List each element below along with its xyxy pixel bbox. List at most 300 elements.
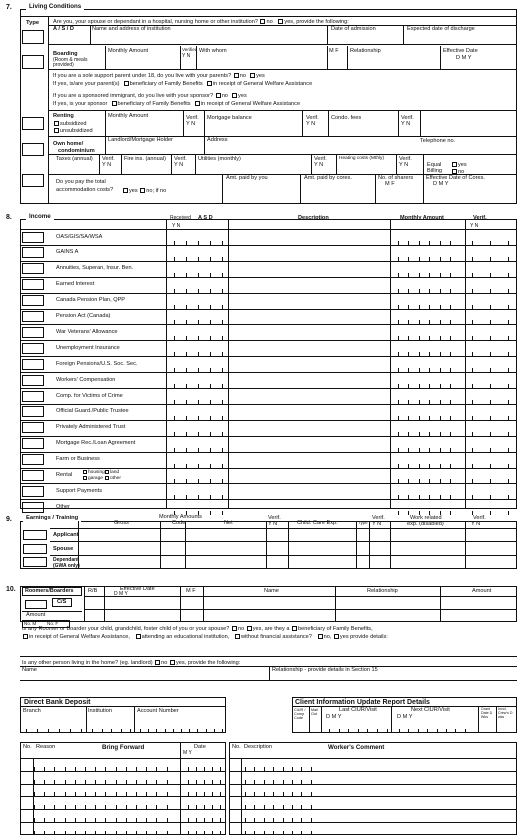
roomer-name-label: Name [264,588,279,594]
digit-tick [339,729,340,733]
boarding-effective-date-label: Effective Date [443,48,478,54]
digit-tick [465,729,466,733]
digit-tick [329,729,330,733]
asd-label: A / S / D [53,26,74,32]
boarding-verified-label: Verified [182,47,198,52]
bring-forward-title: Bring Forward [102,744,145,751]
last-dmy-label: D M Y [326,714,342,720]
ciu-title: Client Information Update Report Details [295,699,430,706]
mortgage-yn-label: Y N [306,121,316,127]
amt-cores-label: Amt. paid by cores. [304,175,352,181]
fire-verif-label: Verif. [174,156,187,162]
digit-tick [367,729,368,733]
roomer-details-checkbox[interactable] [334,634,339,639]
renting-verif-label: Verif. [186,115,199,121]
digit-tick [102,729,103,733]
billing-label: Billing [427,168,442,174]
billing-no-label: no [458,169,465,175]
digit-tick [130,729,131,733]
spon-yes-checkbox[interactable] [232,93,237,98]
telephone-label: Telephone no. [420,138,456,144]
bring-reason-label: Reason [36,744,56,750]
spon-fb-checkbox[interactable] [112,101,117,106]
boarding-note-1: (Room & meals [53,57,88,63]
digit-tick [188,831,189,835]
digit-tick [95,831,96,835]
rental-checkbox[interactable] [83,476,87,480]
income-type-box[interactable] [22,470,44,481]
comment-desc-label: Description [244,744,272,750]
section-10-title: Roomers/Boarders [25,588,74,594]
digit-tick [418,729,419,733]
roomer-relationship-label: Relationship [367,588,398,594]
boarding-label: Boarding [53,51,78,57]
heating-verif-label: Verif. [399,156,412,162]
work-related-label: Work related [410,515,442,521]
code-label: Code [172,520,186,526]
income-type-box[interactable] [22,375,44,386]
mortgage-verif-label: Verif. [306,115,319,121]
gwa-only-label: (GWA only) [53,563,80,569]
income-type-box[interactable] [22,486,44,497]
digit-tick [156,729,157,733]
next-dmy-label: D M Y [397,714,413,720]
parent-gwa-checkbox[interactable] [207,81,212,86]
roomer-gwa-label: in receipt of General Welfare Assistance, [29,634,130,640]
roomer-fb-checkbox[interactable] [292,626,297,631]
condominium-label: condominium [58,148,95,154]
digit-tick [48,729,49,733]
eff-cores-dmy-label: D M Y [433,181,449,187]
digit-tick [181,729,182,733]
row-divider [20,452,517,453]
boarding-relationship-label: Relationship [350,48,381,54]
roomer-yes-checkbox[interactable] [247,626,252,631]
digit-tick [126,831,127,835]
digit-tick [348,729,349,733]
sole-no-label: no [239,73,246,79]
next-ciur-label: Next CIUR/Visit [411,707,450,713]
parent-fb-checkbox[interactable] [124,81,129,86]
digit-tick [173,729,174,733]
mail-out-label: Mail Out [311,708,318,717]
digit-tick [85,831,86,835]
digit-tick [437,729,438,733]
account-label: Account Number [137,708,179,714]
section-7-title: Living Conditions [26,4,84,10]
digit-tick [111,729,112,733]
bring-no-divider [33,784,34,797]
row-divider [20,293,517,294]
landlord-label: Landlord/Mortgage Holder [108,137,173,143]
institution-no-label: no [266,19,273,25]
digit-tick [197,729,198,733]
income-source-label: Foreign Pensions/U.S. Soc. Sec. [56,360,138,367]
digit-tick [399,729,400,733]
income-type-box[interactable] [22,232,44,243]
billing-yes-checkbox[interactable] [452,162,457,167]
taxes-yn-label: Y N [102,162,112,168]
type-small-label: Type [358,520,368,525]
digit-tick [156,831,157,835]
applicant-label: Applicant [53,532,79,538]
rental-checkbox[interactable] [83,470,87,474]
sharers-label: No. of sharers [378,175,414,181]
income-type-box[interactable] [22,438,44,449]
income-source-label: Support Payments [56,487,103,494]
comment-row-line [229,809,517,810]
spon-gwa-label: in receipt of General Welfare Assistance [200,101,301,107]
comment-row-line [229,784,517,785]
income-type-box[interactable] [22,311,44,322]
rental-option[interactable] [82,476,103,482]
income-type-box[interactable] [22,406,44,417]
comment-row-line [229,822,517,823]
income-source-label: Earned Interest [56,281,95,288]
bring-no-divider [33,796,34,809]
digit-tick [358,729,359,733]
total-cost-question-2: accommodation costs? [56,187,114,193]
digit-tick [455,729,456,733]
digit-tick [165,729,166,733]
bring-row-line [20,771,226,772]
type-label: Type [26,20,40,26]
roomer-no2-label: no, [323,634,332,640]
other-name-label: Name [22,667,37,673]
comment-no-divider [241,796,242,809]
digit-tick [398,511,399,515]
income-type-box[interactable] [22,502,44,513]
digit-tick [121,729,122,733]
last-ciur-label: Last CIUR/Visit [339,707,377,713]
income-source-label: Farm or Business [56,456,100,463]
roomer-no-label: no [237,626,245,632]
earnings-yn-label: Y N [268,521,278,527]
unsubsidized-checkbox[interactable] [54,128,59,133]
rental-checkbox[interactable] [105,470,109,474]
row-divider [20,483,517,484]
total-yes-label: yes [129,188,138,194]
amt-you-label: Amt. paid by you [226,175,268,181]
address-label: Address [207,137,228,143]
digit-tick [245,831,246,835]
bring-no-divider [33,771,34,784]
bring-row-line [20,758,226,759]
heating-yn-label: Y N [399,162,409,168]
comment-no-divider [241,809,242,822]
income-source-label: GAINS A [56,249,79,256]
digit-tick [26,729,27,733]
other-yes-checkbox[interactable] [170,660,175,665]
institution-name-label: Name and address of institution [92,26,171,32]
child-care-label: Child. Care Exp. [297,520,338,526]
spon-gwa-checkbox[interactable] [195,101,200,106]
comment-row-line [229,796,517,797]
income-source-label: Unemployment Insurance [56,344,120,351]
ciur-label: CIUR / Comp Code [294,708,306,721]
comment-no-divider [241,784,242,797]
digit-tick [81,729,82,733]
boarding-dmy-label: D M Y [456,55,472,61]
digit-tick [387,729,388,733]
bring-row-line [20,809,226,810]
condo-verif-label: Verif. [401,115,414,121]
row-divider [20,372,517,373]
digit-tick [75,831,76,835]
row-divider [20,468,517,469]
digit-tick [446,729,447,733]
income-source-label: Annuities, Superan, Insur. Ben. [56,265,134,272]
received-label: Received [170,215,191,221]
row-divider [20,245,517,246]
other-person-question: Is any other person living in the home? (eg. landlord) [22,660,153,666]
other-no-checkbox[interactable] [155,660,160,665]
sole-yes-label: yes [256,73,265,79]
roomer-yes-label: yes, are they a [252,626,290,632]
sole-no-checkbox[interactable] [234,73,239,78]
rental-option[interactable] [82,470,105,476]
income-source-label: Rental [56,472,73,478]
spouse-box[interactable] [23,544,47,554]
taxes-label: Taxes (annual) [56,156,93,162]
child-verif-label: Verif. [372,515,385,521]
roomer-without-label: without financial assistance? [241,634,312,640]
digit-tick [408,729,409,733]
roomer-no2-checkbox[interactable] [318,634,323,639]
bring-no-label: No. [23,744,32,750]
digit-tick [116,831,117,835]
cs-label: C/S [57,599,67,605]
row-divider [20,420,517,421]
roomer-edu-label: attending an educational institution, [141,634,230,640]
spon-followup: If yes, is your sponsor [53,101,108,107]
bring-no-divider [33,822,34,835]
comment-row-line [229,771,517,772]
roomer-edu-checkbox[interactable] [136,634,141,639]
subsidized-label: subsidized [60,121,87,127]
heating-label: Heating costs (Mthly) [339,156,385,161]
sole-support-question: If you are a sole support parent under 18, do you live with your parents? [53,73,232,79]
digit-tick [450,511,451,515]
digit-tick [222,511,223,515]
mortgage-label: Mortgage balance [207,115,252,121]
fire-yn-label: Y N [174,162,184,168]
spon-yes-label: yes [238,93,247,99]
roomer-mf-label: M F [186,588,196,594]
roomer-details-label: yes provide details: [339,634,388,640]
roomer-gwa-checkbox[interactable] [23,634,28,639]
rental-option[interactable] [104,470,119,476]
income-type-box[interactable] [22,391,44,402]
income-description-label: Description [298,215,329,221]
other-no-label: no [161,660,168,666]
row-divider [20,388,517,389]
digit-tick [220,831,221,835]
ownhome-type-box[interactable] [22,143,44,156]
renting-yn-label: Y N [186,121,196,127]
income-source-label: Privately Administered Trust [56,424,126,431]
roomer-type-box[interactable] [25,600,47,609]
own-home-label: Own home/ [53,141,84,147]
digit-tick [427,729,428,733]
section-8-number: 8. [6,214,12,221]
income-type-box[interactable] [22,279,44,290]
digit-tick [54,831,55,835]
rental-option-label: housing [88,469,105,475]
row-divider [20,261,517,262]
section-9-title: Earnings / Training [23,516,81,522]
income-type-box[interactable] [22,343,44,354]
boarding-monthly-label: Monthly Amount [108,48,149,54]
taxes-type-box[interactable] [22,174,44,187]
spon-fb-label: beneficiary of Family Benefits [117,101,191,107]
income-verif-yn-label: Y N [470,223,479,229]
comment-no-divider [241,758,242,771]
digit-tick [70,729,71,733]
bring-no-divider [33,758,34,771]
income-verif-label: Verif. [473,215,487,221]
income-source-label: Official Guard./Public Trustee [56,408,129,415]
roomer-no-checkbox[interactable] [232,626,237,631]
digit-tick [292,831,293,835]
utilities-yn-label: Y N [314,162,324,168]
digit-tick [254,831,255,835]
spon-no-checkbox[interactable] [216,93,221,98]
condo-yn-label: Y N [401,121,411,127]
digit-tick [140,729,141,733]
rental-option-label: other [110,476,121,481]
discharge-date-label: Expected date of discharge [407,26,475,32]
row-divider [20,499,517,500]
child-yn-label: Y N [372,521,382,527]
roomer-eff-date-label: Effective Date [120,586,155,592]
digit-tick [37,729,38,733]
digit-tick [146,831,147,835]
rental-option-label: garage [88,476,103,481]
boarding-type-box[interactable] [22,55,44,69]
roomer-fb-label: beneficiary of Family Benefits, [298,626,373,632]
condo-label: Condo. fees [331,115,362,121]
nof-label: No. F [47,621,59,626]
boarding-yn-label: Y N [182,53,191,59]
rental-checkbox[interactable] [105,476,109,480]
type-box[interactable] [22,30,44,44]
admission-date-label: Date of admission [331,26,376,32]
section-8-title: Income [26,214,54,220]
spon-no-label: no [221,93,228,99]
bring-row-line [20,796,226,797]
exp-disabled-label: exp. (disabled) [407,521,444,527]
institution-no-checkbox[interactable] [260,19,265,24]
roomer-child-question: Is any Roomer or Boarder your child, grandchild, foster child of you or your spouse? [22,626,230,632]
roomer-without-checkbox[interactable] [235,634,240,639]
total-yes-checkbox[interactable] [123,188,128,193]
monthly-amounts-label: Monthly Amounts [159,514,202,520]
income-type-box[interactable] [22,327,44,338]
total-cost-question: Do you pay the total [56,179,106,185]
rental-option[interactable] [104,476,121,482]
nom-label: No. M [24,621,37,626]
income-source-label: Workers' Compensation [56,376,116,383]
institution-question: Are you, your spouse or dependant in a hospital, nursing home or other institution? [53,19,258,25]
other-yes-label: yes, provide the following: [175,660,241,666]
digit-tick [222,729,223,733]
digit-tick [273,831,274,835]
income-type-box[interactable] [22,295,44,306]
sole-yes-checkbox[interactable] [250,73,255,78]
digit-tick [214,729,215,733]
institution-yes-checkbox[interactable] [278,19,283,24]
digit-tick [283,831,284,835]
income-source-label: Canada Pension Plan, QPP [56,297,126,304]
parent-fb-label: beneficiary of Family Benefits [129,81,203,87]
unsubsidized-label: unsubsidized [60,128,93,134]
income-source-label: Mortgage Rec./Loan Agreement [56,440,136,447]
income-source-label: Other [56,503,70,510]
renting-label: Renting [53,113,74,119]
row-divider [20,436,517,437]
institution-yes-label: yes, provide the following: [284,19,349,25]
renting-type-box[interactable] [22,117,44,130]
income-source-label: War Veterans' Allowance [56,328,118,335]
row-divider [20,340,517,341]
subsidized-checkbox[interactable] [54,121,59,126]
branch-label: Branch [23,708,41,714]
digit-tick [105,831,106,835]
net-label: Net [224,520,233,526]
digit-tick [508,511,509,515]
digit-tick [196,831,197,835]
section-9-number: 9. [6,516,12,523]
total-no-checkbox[interactable] [140,188,145,193]
digit-tick [377,729,378,733]
boarding-note-2: provided) [53,62,74,68]
applicant-box[interactable] [23,530,47,540]
bring-no-divider [33,809,34,822]
digit-tick [311,831,312,835]
income-type-box[interactable] [22,359,44,370]
digit-tick [136,831,137,835]
income-source-label: Pension Act (Canada) [56,313,111,319]
digit-tick [44,831,45,835]
income-asd-label: A S D [198,215,213,221]
with-whom-label: With whom [199,48,227,54]
income-type-box[interactable] [22,263,44,274]
digit-tick [189,729,190,733]
sole-followup: If yes, is/are your parent(s) [53,81,120,87]
bring-date-label: Date [194,744,206,750]
dependant-box[interactable] [23,557,47,567]
income-monthly-label: Monthly Amount [400,215,444,221]
equal-label: Equal [427,162,442,168]
row-divider [20,324,517,325]
income-type-box[interactable] [22,422,44,433]
digit-tick [59,729,60,733]
row-divider [20,356,517,357]
digit-tick [212,831,213,835]
billing-yes-label: yes [458,162,467,168]
roomer-amount-small-label: Amount [26,612,46,618]
earnings-verif-label: Verif. [268,515,281,521]
income-type-box[interactable] [22,247,44,258]
income-type-box[interactable] [22,454,44,465]
eff-cores-label: Effective Date of Cores. [426,175,485,181]
work-yn-label: Y N [471,521,481,527]
parent-gwa-label: in receipt of General Welfare Assistance [212,81,313,87]
spouse-label: Spouse [53,546,74,552]
total-no-label: no; if no [146,188,167,194]
digit-tick [206,729,207,733]
